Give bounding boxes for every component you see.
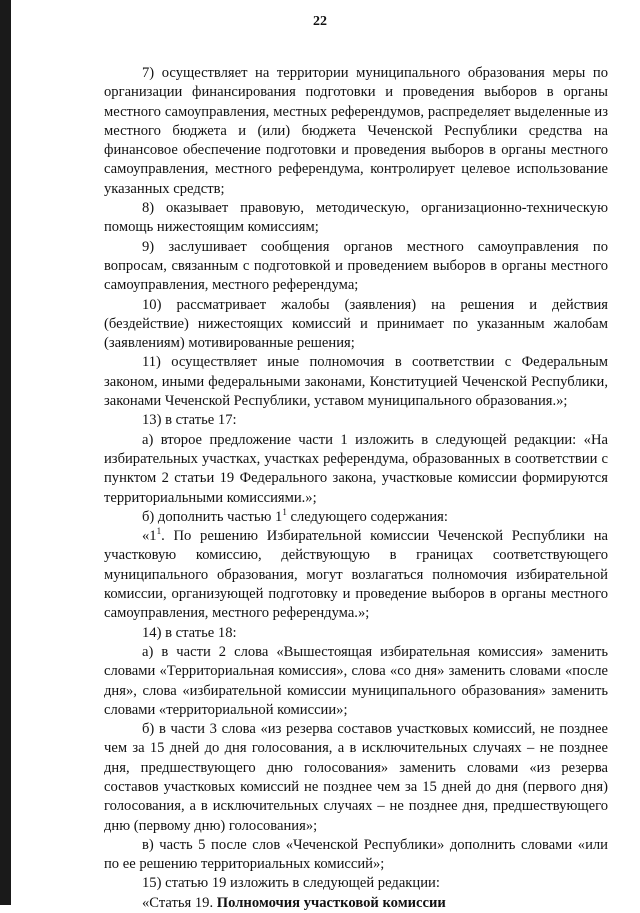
part-b-before: б) дополнить частью 1	[142, 508, 283, 525]
paragraph-article-18-part-a: а) в части 2 слова «Вышестоящая избирательная комиссия» заменить словами «Территориальная комиссия», слова «со дня» заменить словами «после дня», слова «избирательной комиссии муниципального образования» заменить словами «территориальной комиссии»;	[104, 643, 608, 718]
quote-open: «1	[142, 528, 157, 545]
paragraph-article-18-part-b: б) в части 3 слова «из резерва составов участковых комиссий, не позднее чем за 15 дней до дня голосования, а в исключительных случаях – не позднее дня, предшествующего дню голосования» заменить словами «из резерва составов участковых комиссий не позднее чем за 15 дней до дня (первого дня) голосования, а в исключительных случаях – не позднее дня, предшествующего дню (первому дню) голосования»;	[104, 721, 608, 834]
document-body	[104, 64, 608, 913]
part-b-superscript: 1	[282, 506, 287, 517]
quote-superscript: 1	[156, 526, 162, 537]
paragraph-item-9: 9) заслушивает сообщения органов местного самоуправления по вопросам, связанным с подготовкой и проведением выборов в органы местного самоуправления, местного референдума;	[104, 238, 608, 294]
part-b-after: следующего содержания:	[286, 508, 448, 525]
article-19-title: Полномочия участковой комиссии	[216, 894, 446, 911]
scan-edge-shadow	[0, 0, 11, 905]
paragraph-item-10: 10) рассматривает жалобы (заявления) на решения и действия (бездействие) нижестоящих комиссий и принимает по указанным жалобам (заявлениям) мотивированные решения;	[104, 296, 608, 352]
paragraph-article-17-heading: 13) в статье 17:	[142, 412, 237, 429]
paragraph-article-17-part-a: а) второе предложение части 1 изложить в следующей редакции: «На избирательных участках, участках референдума, образованных в соответствии с пунктом 2 статьи 19 Федерального закона, участковые комиссии формируются территориальными комиссиями.»;	[104, 431, 608, 506]
quote-body: . По решению Избирательной комиссии Чеченской Республики на участковую комиссию, действующую в границах соответствующего муниципального образования, могут возлагаться полномочия избирательной комиссии, организующей подготовку и проведение выборов в органы местного самоуправления, местного референдума.»;	[104, 528, 608, 622]
paragraph-article-19-heading: 15) статью 19 изложить в следующей редакции:	[142, 875, 440, 892]
paragraph-article-17-part-b	[104, 508, 608, 527]
paragraph-article-18-part-c: в) часть 5 после слов «Чеченской Республики» дополнить словами «или по ее решению территориальных комиссий»;	[104, 836, 608, 873]
page-number: 22	[313, 14, 327, 29]
paragraph-article-18-heading: 14) в статье 18:	[142, 624, 237, 641]
paragraph-item-7: 7) осуществляет на территории муниципального образования меры по организации финансирования подготовки и проведения выборов в органы местного самоуправления, местных референдумов, распределяет выделенные из местного бюджета и (или) бюджета Чеченской Республики средства на финансовое обеспечение подготовки и проведения выборов в органы местного самоуправления, местного референдума, контролирует целевое использование указанных средств;	[104, 65, 608, 197]
article-19-title-line	[104, 894, 608, 913]
paragraph-item-8: 8) оказывает правовую, методическую, организационно-техническую помощь нижестоящим комиссиям;	[104, 200, 608, 236]
paragraph-item-11: 11) осуществляет иные полномочия в соответствии с Федеральным законом, иными федеральными законами, Конституцией Чеченской Республики, законами Чеченской Республики, уставом муниципального образования.»;	[104, 354, 608, 410]
paragraph-part-1-1-quote	[104, 527, 608, 623]
article-19-prefix: «Статья 19.	[142, 894, 217, 911]
